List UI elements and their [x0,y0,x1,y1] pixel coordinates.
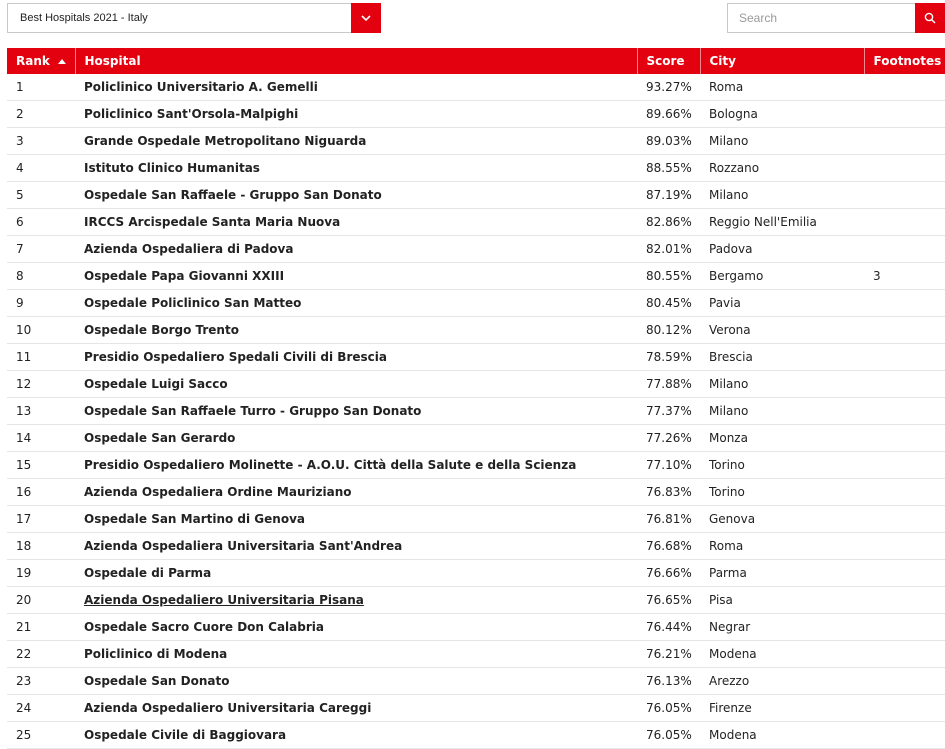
rank-cell: 2 [7,101,75,128]
city-cell: Firenze [700,695,864,722]
city-cell: Genova [700,506,864,533]
rank-cell: 1 [7,74,75,101]
rank-cell: 4 [7,155,75,182]
table-row [7,560,945,587]
rank-cell: 6 [7,209,75,236]
footnotes-cell: 3 [864,263,945,290]
table-row [7,290,945,317]
table-row [7,101,945,128]
hospital-name-cell[interactable]: Ospedale di Parma [75,560,637,587]
table-row [7,263,945,290]
column-header-rank[interactable] [7,48,75,74]
hospital-name-cell[interactable]: Policlinico Sant'Orsola-Malpighi [75,101,637,128]
city-cell: Milano [700,182,864,209]
table-row [7,722,945,749]
hospital-name-cell[interactable]: Istituto Clinico Humanitas [75,155,637,182]
footnotes-cell [864,74,945,101]
footnotes-cell [864,479,945,506]
table-row [7,398,945,425]
column-header-rank-label: Rank [16,54,50,68]
rank-cell: 24 [7,695,75,722]
city-cell: Bergamo [700,263,864,290]
rank-cell: 18 [7,533,75,560]
rank-cell: 25 [7,722,75,749]
city-cell: Verona [700,317,864,344]
table-row [7,506,945,533]
score-cell: 88.55% [637,155,700,182]
footnotes-cell [864,317,945,344]
dropdown-toggle-button[interactable] [351,3,381,33]
rank-cell: 9 [7,290,75,317]
rank-cell: 3 [7,128,75,155]
score-cell: 76.13% [637,668,700,695]
hospital-name-cell[interactable]: Azienda Ospedaliero Universitaria Careggi [75,695,637,722]
list-dropdown[interactable] [7,3,381,33]
footnotes-cell [864,587,945,614]
rank-cell: 13 [7,398,75,425]
footnotes-cell [864,398,945,425]
score-cell: 82.01% [637,236,700,263]
score-cell: 87.19% [637,182,700,209]
column-header-footnotes[interactable]: Footnotes [864,48,945,74]
chevron-down-icon [361,15,371,22]
table-row [7,695,945,722]
city-cell: Milano [700,128,864,155]
column-header-score[interactable]: Score [637,48,700,74]
footnotes-cell [864,560,945,587]
score-cell: 77.26% [637,425,700,452]
city-cell: Parma [700,560,864,587]
score-cell: 89.03% [637,128,700,155]
search-box [727,3,945,33]
search-icon [924,12,936,24]
table-row [7,236,945,263]
footnotes-cell [864,236,945,263]
hospital-name-cell[interactable]: Ospedale Civile di Baggiovara [75,722,637,749]
hospital-name-cell[interactable]: IRCCS Arcispedale Santa Maria Nuova [75,209,637,236]
table-row [7,641,945,668]
rank-cell: 19 [7,560,75,587]
score-cell: 76.21% [637,641,700,668]
search-button[interactable] [915,3,945,33]
score-cell: 76.05% [637,695,700,722]
footnotes-cell [864,506,945,533]
hospital-name-cell[interactable]: Azienda Ospedaliera di Padova [75,236,637,263]
rank-cell: 14 [7,425,75,452]
column-header-city[interactable]: City [700,48,864,74]
hospital-name-cell[interactable]: Policlinico di Modena [75,641,637,668]
city-cell: Milano [700,398,864,425]
footnotes-cell [864,128,945,155]
score-cell: 89.66% [637,101,700,128]
table-row [7,155,945,182]
dropdown-selected-value: Best Hospitals 2021 - Italy [20,12,148,24]
city-cell: Reggio Nell'Emilia [700,209,864,236]
score-cell: 80.45% [637,290,700,317]
footnotes-cell [864,695,945,722]
footnotes-cell [864,344,945,371]
city-cell: Torino [700,479,864,506]
score-cell: 76.65% [637,587,700,614]
table-row [7,587,945,614]
hospital-name-cell[interactable]: Azienda Ospedaliera Universitaria Sant'Andrea [75,533,637,560]
rank-cell: 11 [7,344,75,371]
table-row [7,614,945,641]
table-row [7,371,945,398]
hospital-name-cell[interactable]: Ospedale Policlinico San Matteo [75,290,637,317]
hospital-name-cell[interactable]: Ospedale San Raffaele - Gruppo San Donato [75,182,637,209]
footnotes-cell [864,101,945,128]
score-cell: 77.88% [637,371,700,398]
rank-cell: 22 [7,641,75,668]
rank-cell: 15 [7,452,75,479]
hospital-name-cell[interactable]: Ospedale Borgo Trento [75,317,637,344]
hospital-name-cell[interactable]: Azienda Ospedaliera Ordine Mauriziano [75,479,637,506]
city-cell: Roma [700,533,864,560]
hospital-name-cell[interactable]: Presidio Ospedaliero Spedali Civili di Brescia [75,344,637,371]
score-cell: 76.68% [637,533,700,560]
city-cell: Padova [700,236,864,263]
city-cell: Arezzo [700,668,864,695]
score-cell: 76.05% [637,722,700,749]
score-cell: 93.27% [637,74,700,101]
table-row [7,425,945,452]
city-cell: Torino [700,452,864,479]
top-bar [0,0,945,46]
sort-ascending-icon [58,59,66,64]
rank-cell: 7 [7,236,75,263]
footnotes-cell [864,425,945,452]
hospital-name-cell[interactable]: Grande Ospedale Metropolitano Niguarda [75,128,637,155]
rank-cell: 8 [7,263,75,290]
hospital-name-cell[interactable]: Ospedale Luigi Sacco [75,371,637,398]
footnotes-cell [864,641,945,668]
footnotes-cell [864,155,945,182]
rank-cell: 10 [7,317,75,344]
hospital-name-cell[interactable]: Presidio Ospedaliero Molinette - A.O.U. Città della Salute e della Scienza [75,452,637,479]
score-cell: 76.81% [637,506,700,533]
footnotes-cell [864,371,945,398]
table-row [7,479,945,506]
hospital-name-cell[interactable]: Ospedale San Martino di Genova [75,506,637,533]
table-row [7,344,945,371]
score-cell: 80.55% [637,263,700,290]
hospital-name-cell[interactable]: Ospedale Sacro Cuore Don Calabria [75,614,637,641]
score-cell: 77.10% [637,452,700,479]
search-input[interactable] [727,3,915,33]
hospital-name-cell[interactable]: Ospedale San Raffaele Turro - Gruppo San Donato [75,398,637,425]
footnotes-cell [864,614,945,641]
city-cell: Pavia [700,290,864,317]
footnotes-cell [864,533,945,560]
hospital-name-cell[interactable]: Ospedale Papa Giovanni XXIII [75,263,637,290]
column-header-hospital[interactable]: Hospital [75,48,637,74]
score-cell: 76.66% [637,560,700,587]
city-cell: Bologna [700,101,864,128]
score-cell: 78.59% [637,344,700,371]
table-row [7,74,945,101]
score-cell: 76.44% [637,614,700,641]
table-header-row [7,48,945,74]
rank-cell: 16 [7,479,75,506]
table-row [7,209,945,236]
score-cell: 77.37% [637,398,700,425]
city-cell: Modena [700,641,864,668]
footnotes-cell [864,668,945,695]
hospital-name-cell[interactable]: Ospedale San Donato [75,668,637,695]
rank-cell: 20 [7,587,75,614]
footnotes-cell [864,209,945,236]
table-row [7,128,945,155]
rank-cell: 21 [7,614,75,641]
rank-cell: 12 [7,371,75,398]
footnotes-cell [864,182,945,209]
rank-cell: 23 [7,668,75,695]
hospital-name-cell[interactable]: Ospedale San Gerardo [75,425,637,452]
city-cell: Milano [700,371,864,398]
city-cell: Pisa [700,587,864,614]
table-row [7,452,945,479]
footnotes-cell [864,722,945,749]
hospital-ranking-table [7,48,945,749]
city-cell: Modena [700,722,864,749]
score-cell: 80.12% [637,317,700,344]
city-cell: Monza [700,425,864,452]
city-cell: Rozzano [700,155,864,182]
hospital-name-cell[interactable]: Azienda Ospedaliero Universitaria Pisana [75,587,637,614]
score-cell: 76.83% [637,479,700,506]
rank-cell: 17 [7,506,75,533]
footnotes-cell [864,452,945,479]
city-cell: Negrar [700,614,864,641]
table-row [7,317,945,344]
city-cell: Brescia [700,344,864,371]
table-row [7,182,945,209]
footnotes-cell [864,290,945,317]
city-cell: Roma [700,74,864,101]
rank-cell: 5 [7,182,75,209]
table-row [7,668,945,695]
score-cell: 82.86% [637,209,700,236]
table-row [7,533,945,560]
hospital-name-cell[interactable]: Policlinico Universitario A. Gemelli [75,74,637,101]
